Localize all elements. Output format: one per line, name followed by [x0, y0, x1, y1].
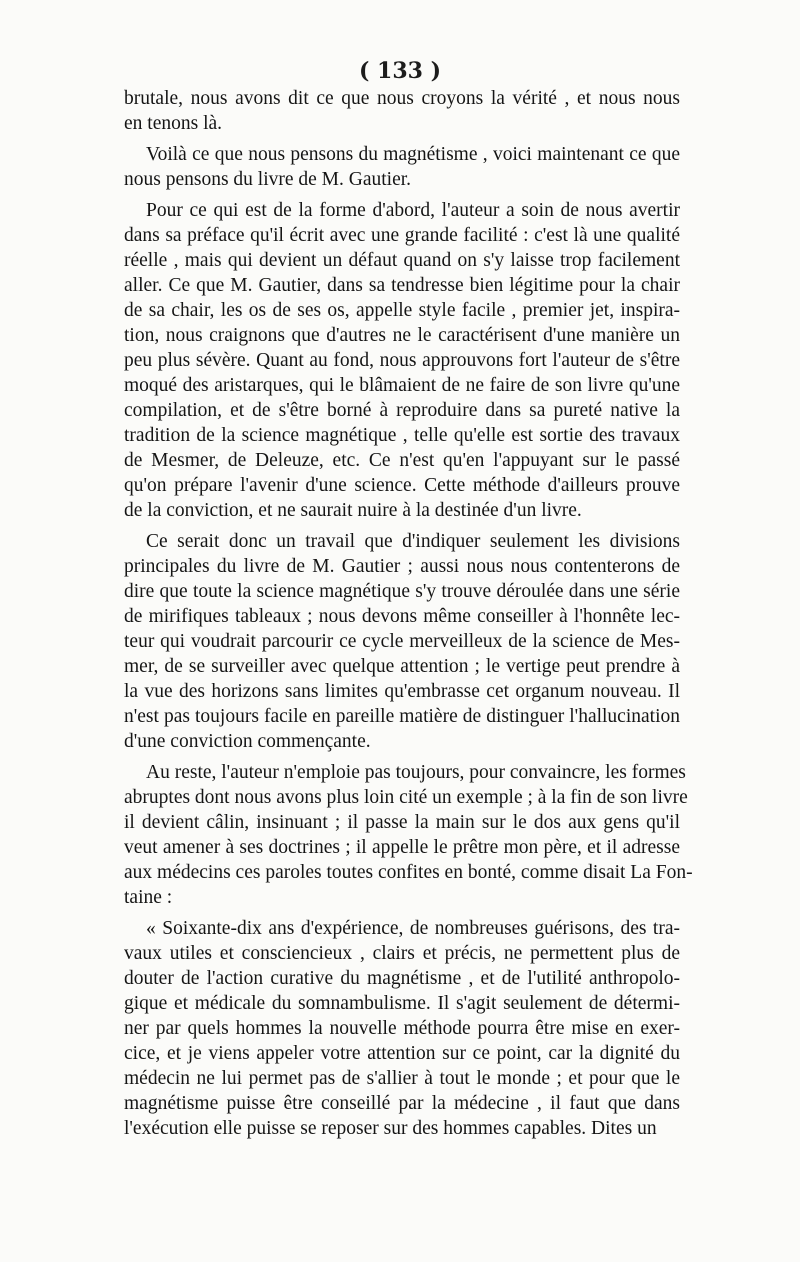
- text-line: de la conviction, et ne saurait nuire à la destinée d'un livre.: [124, 500, 582, 521]
- paragraph: [124, 760, 693, 910]
- text-line: de sa chair, les os de ses os, appelle style facile , premier jet, inspira-: [124, 300, 680, 321]
- text-line: médecin ne lui permet pas de s'allier à tout le monde ; et pour que le: [124, 1068, 680, 1089]
- paragraph: [124, 916, 680, 1141]
- body-text: [124, 86, 693, 1141]
- text-line: Pour ce qui est de la forme d'abord, l'auteur a soin de nous avertir: [146, 200, 680, 221]
- text-line: de mirifiques tableaux ; nous devons même conseiller à l'honnête lec-: [124, 606, 680, 627]
- text-line: n'est pas toujours facile en pareille matière de distinguer l'hallucination: [124, 706, 680, 727]
- text-line: peu plus sévère. Quant au fond, nous approuvons fort l'auteur de s'être: [124, 350, 680, 371]
- text-line: ner par quels hommes la nouvelle méthode pourra être mise en exer-: [124, 1018, 680, 1039]
- text-line: abruptes dont nous avons plus loin cité un exemple ; à la fin de son livre: [124, 787, 688, 808]
- text-line: Ce serait donc un travail que d'indiquer seulement les divisions: [146, 531, 680, 552]
- text-line: la vue des horizons sans limites qu'embrasse cet organum nouveau. Il: [124, 681, 680, 702]
- text-line: tion, nous craignons que d'autres ne le caractérisent d'une manière un: [124, 325, 680, 346]
- text-line: dire que toute la science magnétique s'y trouve déroulée dans une série: [124, 581, 680, 602]
- text-line: gique et médicale du somnambulisme. Il s'agit seulement de détermi-: [124, 993, 680, 1014]
- text-line: compilation, et de s'être borné à reproduire dans sa pureté native la: [124, 400, 680, 421]
- text-line: cice, et je viens appeler votre attention sur ce point, car la dignité du: [124, 1043, 680, 1064]
- text-line: réelle , mais qui devient un défaut quand on s'y laisse trop facilement: [124, 250, 680, 271]
- text-line: mer, de se surveiller avec quelque attention ; le vertige peut prendre à: [124, 656, 680, 677]
- text-line: qu'on prépare l'avenir d'une science. Cette méthode d'ailleurs prouve: [124, 475, 680, 496]
- text-line: principales du livre de M. Gautier ; aussi nous nous contenterons de: [124, 556, 680, 577]
- text-line: en tenons là.: [124, 113, 223, 134]
- text-line: tradition de la science magnétique , telle qu'elle est sortie des travaux: [124, 425, 680, 446]
- text-line: « Soixante-dix ans d'expérience, de nombreuses guérisons, des tra-: [146, 918, 680, 939]
- text-line: brutale, nous avons dit ce que nous croyons la vérité , et nous nous: [124, 88, 680, 109]
- text-line: aux médecins ces paroles toutes confites en bonté, comme disait La Fon-: [124, 862, 693, 883]
- text-line: magnétisme puisse être conseillé par la médecine , il faut que dans: [124, 1093, 680, 1114]
- text-line: veut amener à ses doctrines ; il appelle le prêtre mon père, et il adresse: [124, 837, 680, 858]
- text-line: taine :: [124, 887, 173, 908]
- paragraph: [124, 86, 680, 136]
- text-line: il devient câlin, insinuant ; il passe la main sur le dos aux gens qu'il: [124, 812, 680, 833]
- text-line: moqué des aristarques, qui le blâmaient de ne faire de son livre qu'une: [124, 375, 680, 396]
- page-number: ( 133 ): [358, 58, 442, 84]
- text-line: nous pensons du livre de M. Gautier.: [124, 169, 412, 190]
- text-line: l'exécution elle puisse se reposer sur des hommes capables. Dites un: [124, 1118, 657, 1139]
- text-line: dans sa préface qu'il écrit avec une grande facilité : c'est là une qualité: [124, 225, 680, 246]
- paragraph: [124, 529, 680, 754]
- text-line: aller. Ce que M. Gautier, dans sa tendresse bien légitime pour la chair: [124, 275, 680, 296]
- text-line: de Mesmer, de Deleuze, etc. Ce n'est qu'en l'appuyant sur le passé: [124, 450, 680, 471]
- text-line: d'une conviction commençante.: [124, 731, 371, 752]
- text-line: Au reste, l'auteur n'emploie pas toujours, pour convaincre, les formes: [146, 762, 686, 783]
- paragraph: [124, 142, 680, 192]
- text-line: Voilà ce que nous pensons du magnétisme , voici maintenant ce que: [146, 144, 680, 165]
- text-line: vaux utiles et consciencieux , clairs et précis, ne permettent plus de: [124, 943, 680, 964]
- text-line: douter de l'action curative du magnétisme , et de l'utilité anthropolo-: [124, 968, 680, 989]
- text-line: teur qui voudrait parcourir ce cycle merveilleux de la science de Mes-: [124, 631, 680, 652]
- paragraph: [124, 198, 680, 523]
